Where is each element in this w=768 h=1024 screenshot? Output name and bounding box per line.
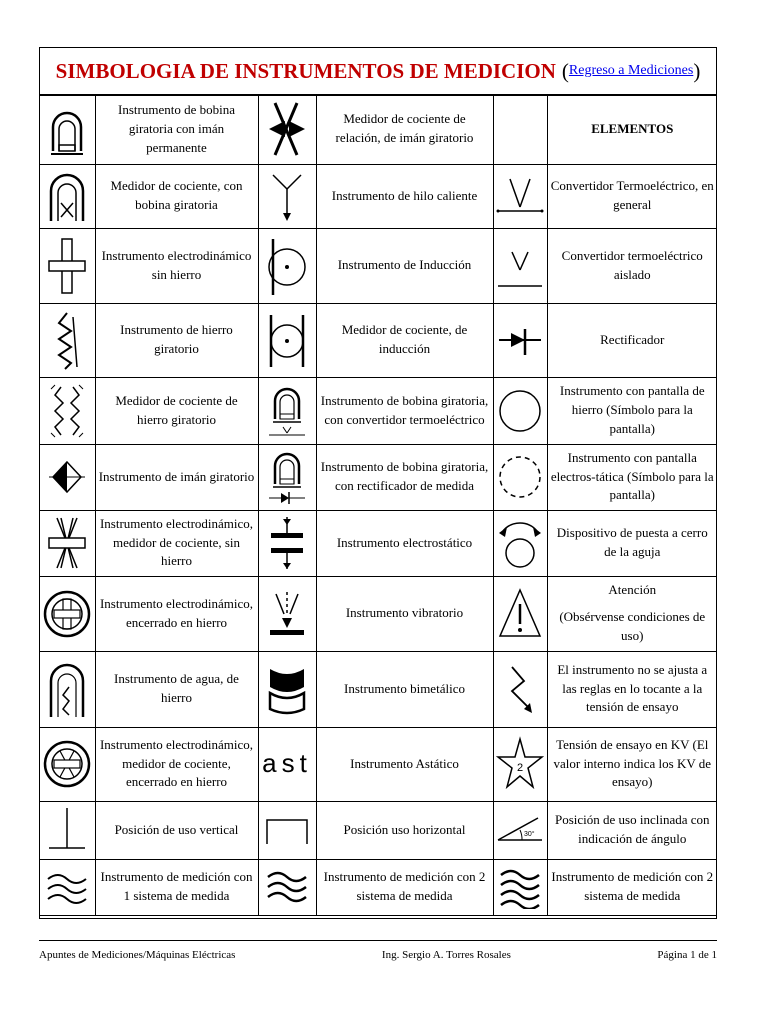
symbol-cell <box>40 576 95 651</box>
angle-value: 30° <box>524 831 535 838</box>
symbol-description: Instrumento de bobina giratoria, con rectificador de medida <box>316 444 493 510</box>
symbol-description: Instrumento de hierro giratorio <box>95 303 258 377</box>
symbol-description: Rectificador <box>547 303 717 377</box>
symbol-sheet <box>39 47 717 919</box>
symbol-description <box>547 576 717 651</box>
symbol-cell <box>258 727 316 801</box>
symbol-cell <box>40 228 95 303</box>
astatic-symbol: ast <box>262 748 312 779</box>
moving-coil-thermoconverter-icon <box>263 381 311 441</box>
symbol-description: Instrumento electrodinámico sin hierro <box>95 228 258 303</box>
title-paren-close: ) <box>693 58 701 83</box>
symbol-description: Posición uso horizontal <box>316 801 493 859</box>
table-row <box>40 228 717 303</box>
symbol-cell <box>40 303 95 377</box>
footer-page: Página 1 de 1 <box>657 949 717 961</box>
symbol-cell <box>258 576 316 651</box>
symbol-cell <box>258 228 316 303</box>
symbol-cell <box>258 95 316 164</box>
electrodynamic-ratiometer-icon <box>45 514 89 572</box>
inclined-position-icon <box>494 810 546 850</box>
symbol-cell <box>40 859 95 915</box>
symbol-description: Posición de uso vertical <box>95 801 258 859</box>
footer-course: Apuntes de Mediciones/Máquinas Eléctricas <box>39 949 236 961</box>
symbol-cell <box>40 651 95 727</box>
symbol-description: Tensión de ensayo en KV (El valor interno indica los KV de ensayo) <box>547 727 717 801</box>
title-row <box>40 48 716 96</box>
table-row <box>40 576 717 651</box>
symbol-description: Dispositivo de puesta a cerro de la aguja <box>547 510 717 576</box>
one-system-icon <box>44 865 90 909</box>
table-row <box>40 651 717 727</box>
symbol-cell <box>258 801 316 859</box>
symbol-cell <box>258 377 316 444</box>
symbol-cell <box>40 377 95 444</box>
symbol-description: Instrumento de medición con 1 sistema de medida <box>95 859 258 915</box>
symbol-cell <box>40 164 95 228</box>
table-row <box>40 303 717 377</box>
hot-wire-icon <box>267 167 307 225</box>
lightning-icon <box>498 659 542 719</box>
iron-enclosed-electrodynamic-icon <box>42 583 92 645</box>
title-paren-open: ( <box>561 58 569 83</box>
symbol-table <box>40 95 717 916</box>
moving-magnet-ratiometer-icon <box>263 97 311 161</box>
symbol-cell <box>493 859 547 915</box>
symbol-description: Instrumento de hilo caliente <box>316 164 493 228</box>
table-row <box>40 164 717 228</box>
symbol-description: Medidor de cociente, de inducción <box>316 303 493 377</box>
symbol-description: Instrumento vibratorio <box>316 576 493 651</box>
symbol-description: Convertidor termoeléctrico aislado <box>547 228 717 303</box>
symbol-description: El instrumento no se ajusta a las reglas en lo tocante a la tensión de ensayo <box>547 651 717 727</box>
symbol-cell <box>40 801 95 859</box>
symbol-description: Medidor de cociente de hierro giratorio <box>95 377 258 444</box>
empty-cell <box>493 95 547 164</box>
symbol-description: Instrumento bimetálico <box>316 651 493 727</box>
symbol-description: Instrumento de medición con 2 sistema de medida <box>316 859 493 915</box>
electrodynamic-icon <box>45 235 89 297</box>
table-row <box>40 859 717 915</box>
warning-subtitle: (Obsérvense condiciones de uso) <box>559 609 706 643</box>
symbol-description: Instrumento de agua, de hierro <box>95 651 258 727</box>
induction-ratiometer-icon <box>265 309 309 371</box>
vibrating-icon <box>264 584 310 644</box>
symbol-cell <box>493 303 547 377</box>
symbol-description: Instrumento electrodinámico, medidor de cociente, sin hierro <box>95 510 258 576</box>
table-row <box>40 377 717 444</box>
symbol-description: Instrumento Astático <box>316 727 493 801</box>
table-row <box>40 510 717 576</box>
coil-ratiometer-icon <box>45 167 89 225</box>
moving-coil-icon <box>45 99 89 159</box>
symbol-description: Posición de uso inclinada con indicación de ángulo <box>547 801 717 859</box>
symbol-description: Instrumento de bobina giratoria, con convertidor termoeléctrico <box>316 377 493 444</box>
symbol-cell <box>258 651 316 727</box>
symbol-description: Instrumento de bobina giratoria con imán permanente <box>95 95 258 164</box>
iron-screen-icon <box>497 386 543 436</box>
symbol-cell <box>40 510 95 576</box>
symbol-description: Instrumento de Inducción <box>316 228 493 303</box>
table-row <box>40 444 717 510</box>
footer-author: Ing. Sergio A. Torres Rosales <box>381 949 511 961</box>
symbol-cell <box>40 444 95 510</box>
symbol-description: Medidor de cociente de relación, de imán giratorio <box>316 95 493 164</box>
symbol-cell <box>493 801 547 859</box>
thermoconverter-icon <box>494 171 546 221</box>
electrostatic-screen-icon <box>497 449 543 505</box>
iron-needle-icon <box>45 657 89 721</box>
symbol-cell <box>493 377 547 444</box>
symbol-cell <box>493 164 547 228</box>
back-to-mediciones-link[interactable]: Regreso a Mediciones <box>568 63 694 78</box>
symbol-description: Instrumento electrostático <box>316 510 493 576</box>
symbol-cell <box>493 727 547 801</box>
zero-adjust-icon <box>495 513 545 573</box>
symbol-cell <box>258 510 316 576</box>
horizontal-position-icon <box>263 810 311 850</box>
symbol-cell <box>493 444 547 510</box>
symbol-description: Instrumento con pantalla electros-tática (Símbolo para la pantalla) <box>547 444 717 510</box>
symbol-cell <box>493 228 547 303</box>
symbol-cell <box>493 510 547 576</box>
symbol-description: Instrumento electrodinámico, medidor de cociente, encerrado en hierro <box>95 727 258 801</box>
warning-title: Atención <box>608 582 657 598</box>
insulated-thermoconverter-icon <box>494 238 546 294</box>
symbol-description: Instrumento de imán giratorio <box>95 444 258 510</box>
table-row <box>40 801 717 859</box>
table-row <box>40 727 717 801</box>
elements-header: ELEMENTOS <box>547 95 717 164</box>
symbol-cell <box>258 164 316 228</box>
symbol-cell <box>493 651 547 727</box>
warning-icon <box>496 586 544 642</box>
symbol-description: Instrumento de medición con 2 sistema de medida <box>547 859 717 915</box>
moving-iron-icon <box>47 309 87 371</box>
moving-coil-rectifier-icon <box>263 446 311 508</box>
symbol-cell <box>40 727 95 801</box>
table-row <box>40 95 717 164</box>
induction-icon <box>265 235 309 297</box>
three-system-icon <box>497 865 543 909</box>
page-title: SIMBOLOGIA DE INSTRUMENTOS DE MEDICION <box>55 58 556 83</box>
symbol-cell <box>40 95 95 164</box>
symbol-cell <box>493 576 547 651</box>
symbol-description: Instrumento electrodinámico, encerrado en hierro <box>95 576 258 651</box>
symbol-cell <box>258 859 316 915</box>
symbol-cell <box>258 303 316 377</box>
moving-magnet-icon <box>47 452 87 502</box>
two-system-icon <box>264 865 310 909</box>
iron-enclosed-ratiometer-icon <box>42 733 92 795</box>
vertical-position-icon <box>45 804 89 856</box>
symbol-cell <box>258 444 316 510</box>
moving-iron-ratiometer-icon <box>45 381 89 441</box>
rectifier-icon <box>495 315 545 365</box>
symbol-description: Medidor de cociente, con bobina giratoria <box>95 164 258 228</box>
symbol-description: Instrumento con pantalla de hierro (Símbolo para la pantalla) <box>547 377 717 444</box>
test-voltage-star-icon <box>496 735 544 793</box>
star-value: 2 <box>516 762 524 774</box>
electrostatic-icon <box>265 513 309 573</box>
page-footer <box>39 940 717 961</box>
symbol-description: Convertidor Termoeléctrico, en general <box>547 164 717 228</box>
bimetallic-icon <box>264 659 310 719</box>
